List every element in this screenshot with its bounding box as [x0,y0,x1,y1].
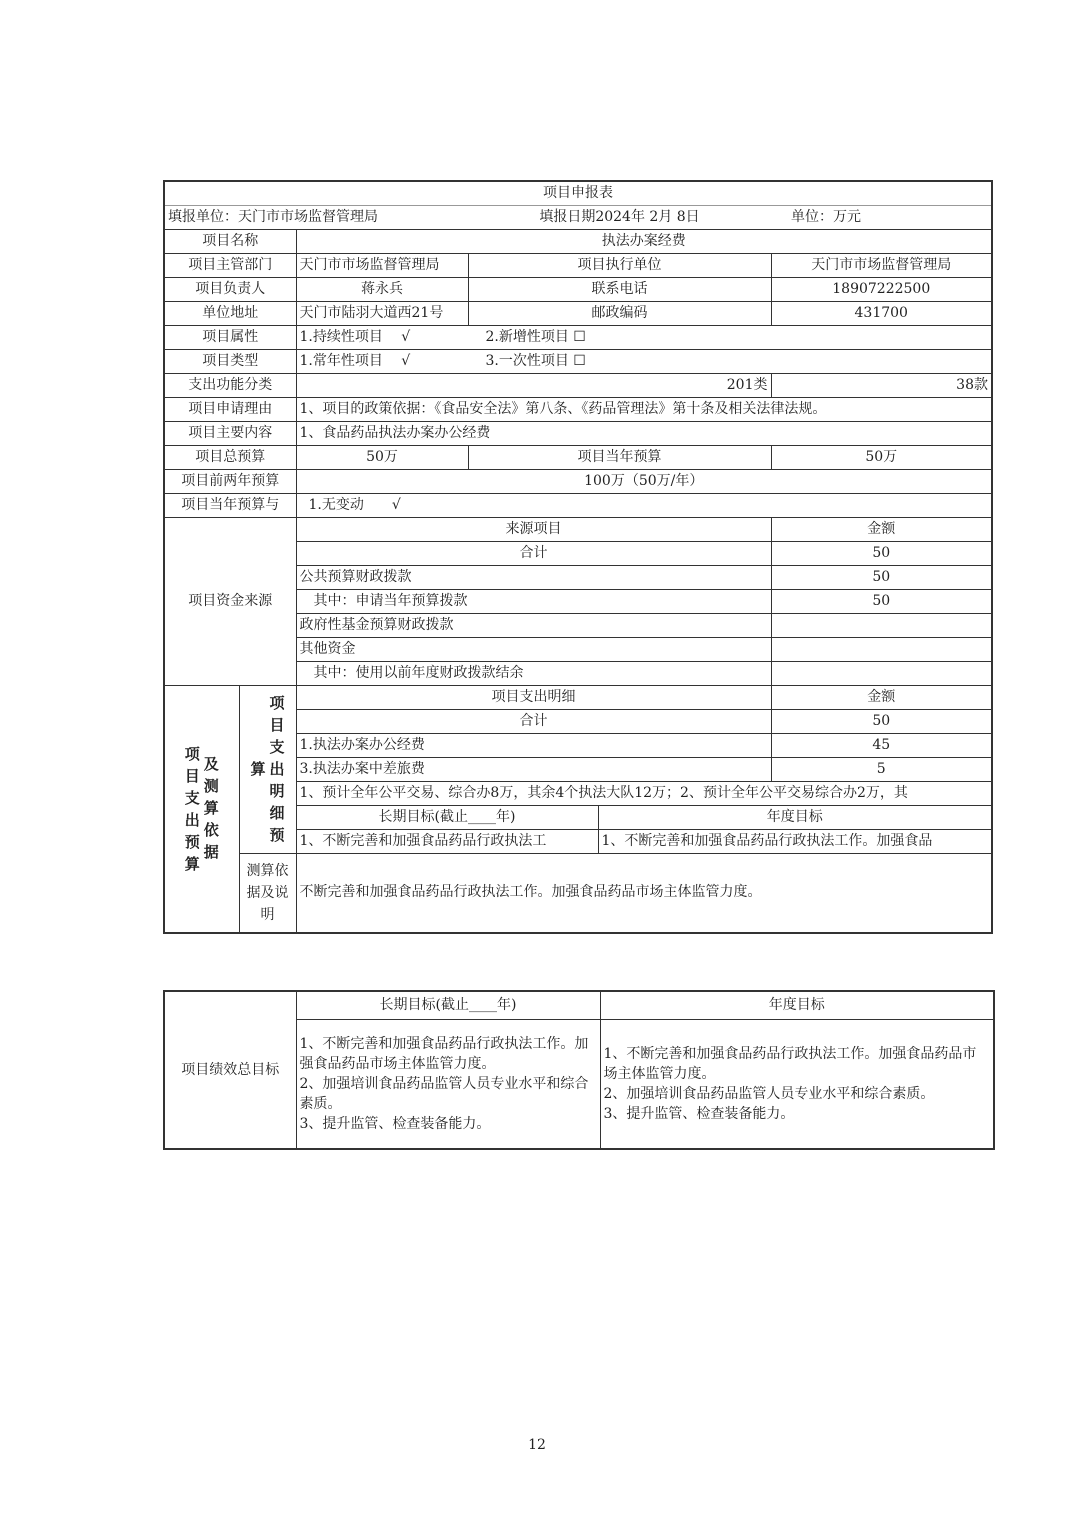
reason-value: 1、项目的政策依据：《食品安全法》第八条、《药品管理法》第十条及相关法律法规。 [296,397,992,421]
basis-value: 不断完善和加强食品药品行政执法工作。加强食品药品市场主体监管力度。 [296,853,992,933]
funding-row-amount [771,661,992,685]
expense-col-amount: 金额 [771,685,992,709]
dept-label: 项目主管部门 [164,253,296,277]
content-label: 项目主要内容 [164,421,296,445]
phone-value: 18907222500 [771,277,992,301]
expense-row-name: 合计 [296,709,771,733]
funding-row-amount [771,613,992,637]
reporting-unit: 填报单位：天门市市场监督管理局 [164,205,468,229]
phone-label: 联系电话 [468,277,771,301]
expense-detail-label [239,685,296,853]
funding-row-name: 其他资金 [296,637,771,661]
perf-long-text: 1、不断完善和加强食品药品行政执法工作。加强食品药品市场主体监管力度。 2、加强培训食品药品监管人员专业水平和综合素质。 3、提升监管、检查装备能力。 [296,1019,600,1149]
expense-row-name: 3.执法办案中差旅费 [296,757,771,781]
expense-outer-label-a: 项目支出预算 [184,744,200,873]
funding-row-amount: 50 [771,565,992,589]
perf-label: 项目绩效总目标 [164,991,296,1149]
expense-detail-label-b: 算 [250,760,266,778]
perf-year-head: 年度目标 [600,991,994,1019]
funding-row-name: 政府性基金预算财政拨款 [296,613,771,637]
prev-budget-value: 100万（50万/年） [296,469,992,493]
func-class-label: 支出功能分类 [164,373,296,397]
dept-value: 天门市市场监督管理局 [296,253,468,277]
func-class-value: 201类 [296,373,771,397]
expense-row-amount: 50 [771,709,992,733]
leader-label: 项目负责人 [164,277,296,301]
funding-row-name: 公共预算财政拨款 [296,565,771,589]
funding-col-source: 来源项目 [296,517,771,541]
attr-options [296,325,992,349]
exec-unit-label: 项目执行单位 [468,253,771,277]
expense-detail-label-a: 项目支出明细预 [269,694,285,844]
compare-value: 1.无变动 √ [296,493,992,517]
money-unit: 单位：万元 [771,205,992,229]
report-date: 填报日期2024年 2月 8日 [468,205,771,229]
expense-col-detail: 项目支出明细 [296,685,771,709]
performance-goal-table [163,990,995,1150]
exec-unit-value: 天门市市场监督管理局 [771,253,992,277]
expense-row-amount: 5 [771,757,992,781]
current-budget-value: 50万 [771,445,992,469]
type-options [296,349,992,373]
type-option-regular: 1.常年性项目 √ [299,352,411,369]
type-label: 项目类型 [164,349,296,373]
address-label: 单位地址 [164,301,296,325]
table-title: 项目申报表 [164,181,992,205]
total-budget-value: 50万 [296,445,468,469]
current-budget-label: 项目当年预算 [468,445,771,469]
expense-long-goal-text: 1、不断完善和加强食品药品行政执法工 [296,829,598,853]
expense-note: 1、预计全年公平交易、综合办8万，其余4个执法大队12万；2、预计全年公平交易综合办2万，其 [296,781,992,805]
leader-value: 蒋永兵 [296,277,468,301]
zip-value: 431700 [771,301,992,325]
funding-row-amount: 50 [771,589,992,613]
page-number: 12 [528,1437,546,1453]
funding-row-amount: 50 [771,541,992,565]
expense-year-goal-text: 1、不断完善和加强食品药品行政执法工作。加强食品 [598,829,992,853]
funding-col-amount: 金额 [771,517,992,541]
attr-label: 项目属性 [164,325,296,349]
project-name-label: 项目名称 [164,229,296,253]
funding-row-amount [771,637,992,661]
expense-outer-label-b: 及测算依据 [203,754,219,861]
expense-outer-label [164,685,239,933]
compare-label: 项目当年预算与 [164,493,296,517]
prev-budget-label: 项目前两年预算 [164,469,296,493]
type-option-once: 3.一次性项目 ☐ [485,352,586,369]
project-application-table [163,180,993,934]
attr-option-continuing: 1.持续性项目 √ [299,328,411,345]
expense-row-amount: 45 [771,733,992,757]
zip-label: 邮政编码 [468,301,771,325]
perf-year-text: 1、不断完善和加强食品药品行政执法工作。加强食品药品市场主体监管力度。 2、加强培训食品药品监管人员专业水平和综合素质。 3、提升监管、检查装备能力。 [600,1019,994,1149]
total-budget-label: 项目总预算 [164,445,296,469]
address-value: 天门市陆羽大道西21号 [296,301,468,325]
funding-label: 项目资金来源 [164,517,296,685]
project-name-value: 执法办案经费 [296,229,992,253]
funding-row-name: 合计 [296,541,771,565]
funding-row-name: 其中：使用以前年度财政拨款结余 [296,661,771,685]
attr-option-new: 2.新增性项目 ☐ [485,328,586,345]
funding-row-name: 其中：申请当年预算拨款 [296,589,771,613]
content-value: 1、食品药品执法办案办公经费 [296,421,992,445]
reason-label: 项目申请理由 [164,397,296,421]
perf-long-head: 长期目标(截止____年) [296,991,600,1019]
func-item-value: 38款 [771,373,992,397]
basis-label: 测算依据及说明 [239,853,296,933]
expense-year-goal-head: 年度目标 [598,805,992,829]
expense-row-name: 1.执法办案办公经费 [296,733,771,757]
expense-long-goal-head: 长期目标(截止____年) [296,805,598,829]
